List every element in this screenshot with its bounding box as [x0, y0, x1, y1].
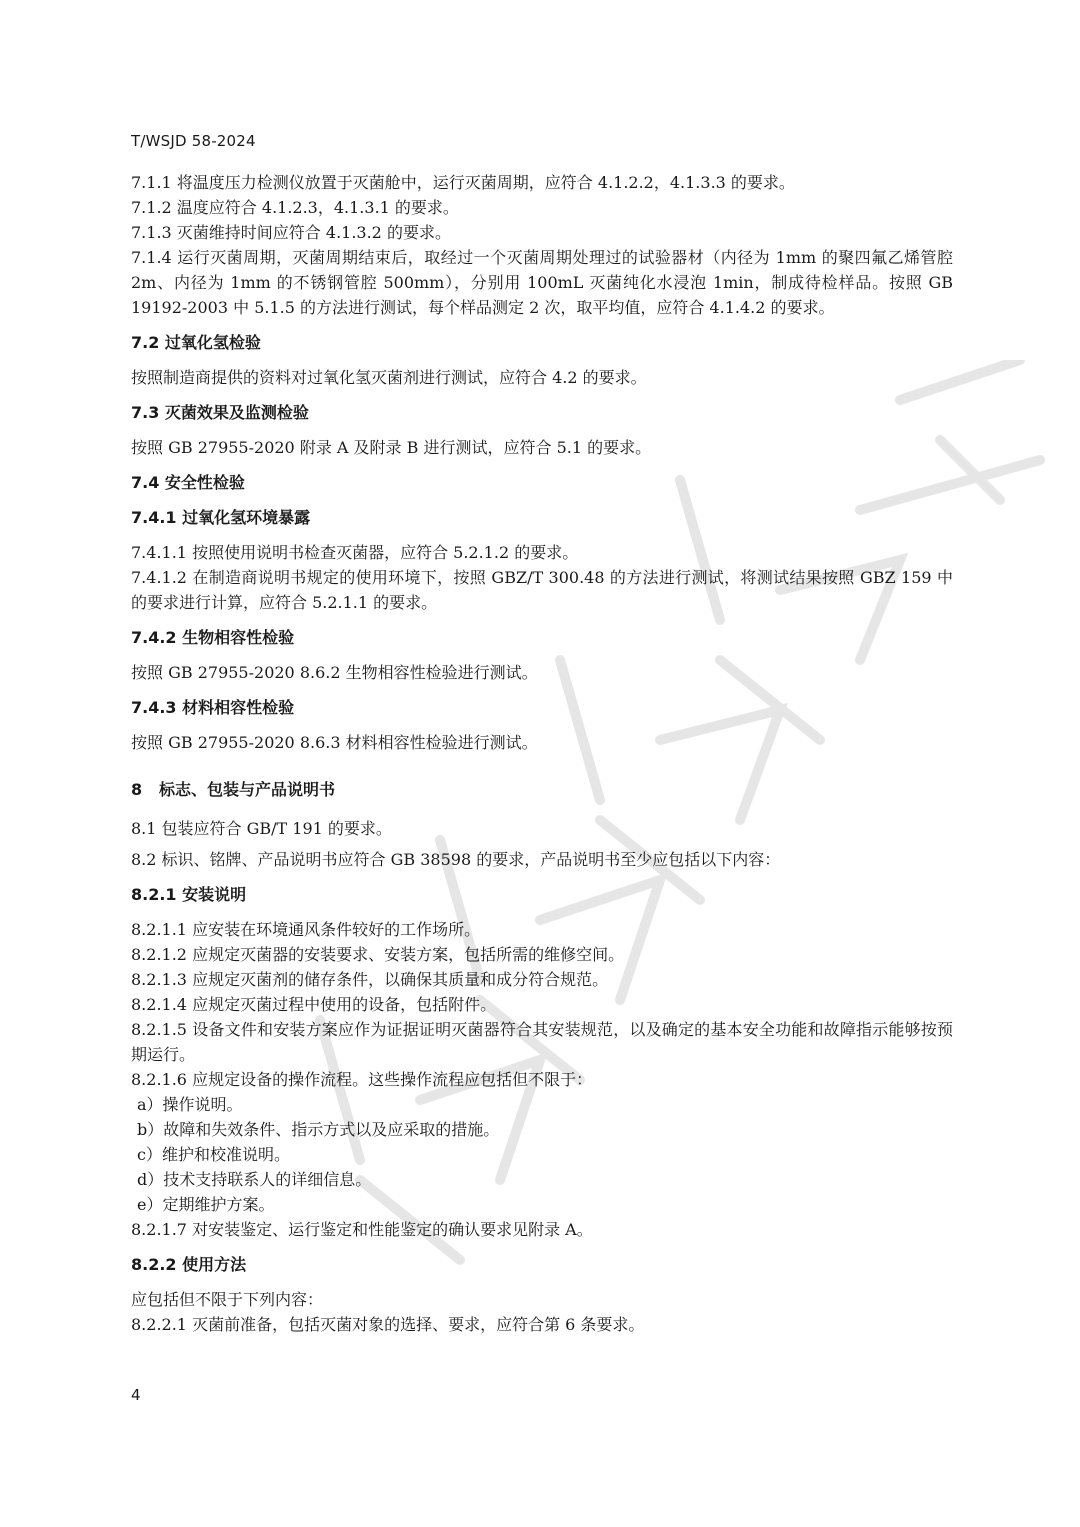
clause-text: 8.2.1.2 应规定灭菌器的安装要求、安装方案，包括所需的维修空间。 — [131, 945, 625, 964]
paragraph: 8.2 标识、铭牌、产品说明书应符合 GB 38598 的要求，产品说明书至少应包括以下内容： — [131, 850, 781, 869]
list-item: a）操作说明。 — [137, 1095, 243, 1114]
clause-text: 7.1.1 将温度压力检测仪放置于灭菌舱中，运行灭菌周期，应符合 4.1.2.2，4.1.3.3 的要求。 — [131, 173, 795, 192]
clause-text: 8.2.1.7 对安装鉴定、运行鉴定和性能鉴定的确认要求见附录 A。 — [131, 1220, 593, 1239]
list-item: d）技术支持联系人的详细信息。 — [137, 1170, 372, 1189]
list-item: b）故障和失效条件、指示方式以及应采取的措施。 — [137, 1120, 500, 1139]
clause-text: 7.4.1.1 按照使用说明书检查灭菌器，应符合 5.2.1.2 的要求。 — [131, 543, 579, 562]
clause-text: 应包括但不限于下列内容： — [131, 1290, 324, 1309]
list-item: c）维护和校准说明。 — [137, 1145, 290, 1164]
section-heading: 7.4.2 生物相容性检验 — [131, 628, 295, 647]
paragraph: 按照 GB 27955-2020 8.6.3 材料相容性检验进行测试。 — [131, 733, 538, 752]
clause-text: 8.2.1.1 应安装在环境通风条件较好的工作场所。 — [131, 920, 481, 939]
paragraph: 按照 GB 27955-2020 8.6.2 生物相容性检验进行测试。 — [131, 663, 538, 682]
section-heading: 8.2.2 使用方法 — [131, 1255, 247, 1274]
clause-text: 8.2.1.4 应规定灭菌过程中使用的设备，包括附件。 — [131, 995, 497, 1014]
paragraph: 按照 GB 27955-2020 附录 A 及附录 B 进行测试，应符合 5.1 的要求。 — [131, 438, 652, 457]
paragraph: 按照制造商提供的资料对过氧化氢灭菌剂进行测试，应符合 4.2 的要求。 — [131, 368, 647, 387]
section-heading: 7.3 灭菌效果及监测检验 — [131, 403, 309, 422]
clause-text: 7.1.3 灭菌维持时间应符合 4.1.3.2 的要求。 — [131, 223, 451, 242]
document-body — [131, 170, 953, 1337]
section-heading: 7.4.3 材料相容性检验 — [131, 698, 295, 717]
clause-text: 7.1.2 温度应符合 4.1.2.3，4.1.3.1 的要求。 — [131, 198, 459, 217]
section-heading: 8.2.1 安装说明 — [131, 885, 247, 904]
clause-text: 7.4.1.2 在制造商说明书规定的使用环境下，按照 GBZ/T 300.48 的方法进行测试，将测试结果按照 GBZ 159 中的要求进行计算，应符合 5.2.1.1 的要求。 — [131, 568, 953, 612]
section-heading: 7.2 过氧化氢检验 — [131, 333, 261, 352]
paragraph: 8.1 包装应符合 GB/T 191 的要求。 — [131, 819, 392, 838]
section-heading: 7.4 安全性检验 — [131, 473, 245, 492]
page-number: 4 — [131, 1386, 141, 1404]
document-code: T/WSJD 58-2024 — [131, 132, 256, 150]
clause-text: 7.1.4 运行灭菌周期，灭菌周期结束后，取经过一个灭菌周期处理过的试验器材（内径为 1mm 的聚四氟乙烯管腔 2m、内径为 1mm 的不锈钢管腔 500mm），分别用 100mL 灭菌纯化水浸泡 1min，制成待检样品。按照 GB 19192-2003 中 5.1.5 的方法进行测试，每个样品测定 2 次，取平均值，应符合 4.1.4.2 的要求。 — [131, 248, 953, 317]
list-item: e）定期维护方案。 — [137, 1195, 275, 1214]
section-heading: 7.4.1 过氧化氢环境暴露 — [131, 508, 311, 527]
clause-text: 8.2.1.3 应规定灭菌剂的储存条件，以确保其质量和成分符合规范。 — [131, 970, 609, 989]
clause-text: 8.2.1.6 应规定设备的操作流程。这些操作流程应包括但不限于： — [131, 1070, 593, 1089]
chapter-title: 标志、包装与产品说明书 — [159, 780, 336, 799]
clause-text: 8.2.2.1 灭菌前准备，包括灭菌对象的选择、要求，应符合第 6 条要求。 — [131, 1315, 645, 1334]
chapter-heading — [131, 777, 953, 802]
clause-text: 8.2.1.5 设备文件和安装方案应作为证据证明灭菌器符合其安装规范，以及确定的基本安全功能和故障指示能够按预期运行。 — [131, 1020, 953, 1064]
chapter-number: 8 — [131, 780, 143, 799]
